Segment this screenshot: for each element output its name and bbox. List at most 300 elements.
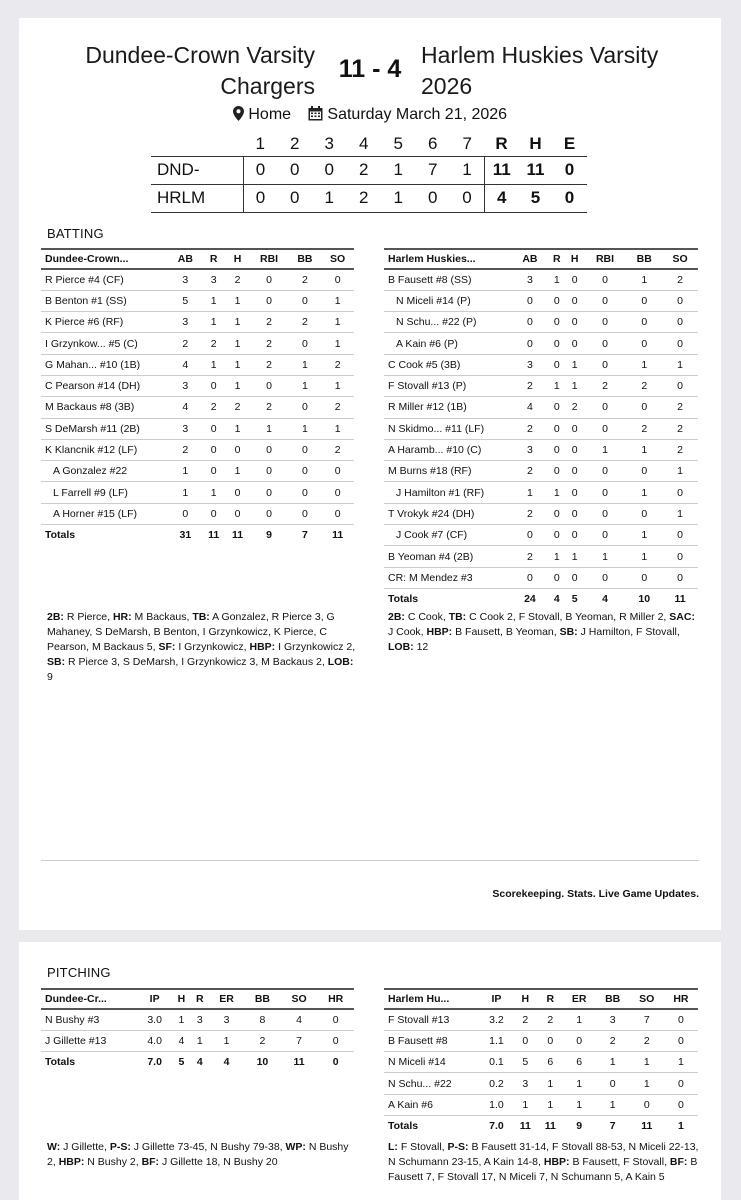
- note-label: HBP:: [58, 1156, 85, 1168]
- total-stat: 7: [609, 1120, 616, 1133]
- player-stat: 1: [584, 546, 627, 567]
- player-stat: 0: [664, 1030, 698, 1051]
- player-stat: 1: [191, 1030, 209, 1051]
- player-row: [384, 397, 698, 418]
- total-stat: 4: [223, 1056, 230, 1069]
- note-label: SB:: [559, 626, 578, 638]
- note-label: TB:: [192, 611, 210, 623]
- player-stat: 1: [626, 525, 662, 546]
- player-row: [384, 269, 698, 290]
- player-stat: 0: [664, 1094, 698, 1115]
- player-name: C Cook #5 (3B): [384, 354, 512, 375]
- player-stat: 2: [626, 418, 662, 439]
- player-stat: 1: [548, 269, 566, 290]
- player-row: [41, 312, 354, 333]
- total-stat: 11: [641, 1120, 653, 1133]
- player-stat: 1: [630, 1052, 664, 1073]
- player-stat: 2: [662, 397, 698, 418]
- player-stat: 3: [512, 439, 548, 460]
- date-label: Saturday March 21, 2026: [327, 106, 508, 123]
- player-name: N Skidmo... #11 (LF): [384, 418, 512, 439]
- player-stat: 0: [513, 1030, 538, 1051]
- home-team-name: Dundee-Crown Varsity Chargers: [85, 42, 315, 99]
- note-label: 2B:: [388, 611, 405, 623]
- player-name: S DeMarsh #11 (2B): [41, 418, 169, 439]
- player-stat: 0: [289, 439, 322, 460]
- player-stat: 2: [512, 461, 548, 482]
- player-stat: 2: [250, 354, 289, 375]
- player-stat: 1: [548, 482, 566, 503]
- note-text: 9: [47, 671, 53, 683]
- player-name: L Farrell #9 (LF): [41, 482, 169, 503]
- player-row: [384, 1094, 698, 1115]
- player-name: J Cook #7 (CF): [384, 525, 512, 546]
- inning-runs: 2: [347, 156, 382, 184]
- player-stat: 0: [566, 482, 584, 503]
- player-stat: 0: [548, 567, 566, 588]
- total-e: 0: [553, 184, 587, 212]
- player-stat: 0: [250, 461, 289, 482]
- player-stat: 3: [513, 1073, 538, 1094]
- player-stat: 0: [566, 503, 584, 524]
- player-stat: 0: [289, 290, 322, 311]
- player-stat: 1: [202, 354, 226, 375]
- player-stat: 2: [321, 439, 354, 460]
- player-stat: 0: [548, 312, 566, 333]
- player-stat: 2: [226, 397, 250, 418]
- inning-header: 1: [255, 133, 265, 153]
- player-stat: 0: [250, 482, 289, 503]
- player-row: [41, 354, 354, 375]
- player-stat: 1: [226, 290, 250, 311]
- player-stat: 1: [596, 1052, 630, 1073]
- player-row: [384, 1030, 698, 1051]
- player-stat: 2: [289, 312, 322, 333]
- player-stat: 3.0: [137, 1009, 172, 1030]
- player-stat: 1: [538, 1094, 563, 1115]
- tagline: Scorekeeping. Stats. Live Game Updates.: [492, 888, 699, 900]
- player-stat: 4: [169, 354, 202, 375]
- note-text: J Hamilton, F Stovall,: [577, 626, 680, 638]
- player-stat: 0: [584, 333, 627, 354]
- player-stat: 0: [202, 503, 226, 524]
- player-stat: 3: [596, 1009, 630, 1030]
- note-text: N Bushy 2,: [84, 1156, 142, 1168]
- stat-column-header: HR: [317, 989, 354, 1009]
- player-stat: 1: [626, 269, 662, 290]
- player-stat: 0: [630, 1094, 664, 1115]
- player-row: [41, 461, 354, 482]
- player-stat: 0: [662, 290, 698, 311]
- stat-column-header: RBI: [584, 249, 627, 269]
- team-column-header: Dundee-Cr...: [41, 989, 137, 1009]
- player-stat: 0: [566, 312, 584, 333]
- player-stat: 2: [202, 333, 226, 354]
- stat-column-header: SO: [630, 989, 664, 1009]
- totals-label: Totals: [388, 593, 419, 606]
- player-stat: 0: [321, 503, 354, 524]
- player-name: N Miceli #14 (P): [384, 290, 512, 311]
- player-stat: 1: [226, 354, 250, 375]
- player-stat: 4: [172, 1030, 190, 1051]
- note-text: I Grzynkowicz,: [175, 641, 250, 653]
- note-label: W:: [47, 1141, 61, 1153]
- player-stat: 2: [512, 503, 548, 524]
- inning-runs: 0: [278, 184, 313, 212]
- player-stat: 0: [289, 503, 322, 524]
- player-stat: 1: [250, 418, 289, 439]
- total-stat: 7.0: [489, 1120, 504, 1133]
- player-name: N Bushy #3: [41, 1009, 137, 1030]
- player-stat: 2: [226, 269, 250, 290]
- batting-section-title: BATTING: [47, 226, 104, 241]
- player-stat: 0: [512, 567, 548, 588]
- note-label: TB:: [448, 611, 467, 623]
- note-label: SF:: [158, 641, 176, 653]
- pitching-section-title: PITCHING: [47, 965, 111, 980]
- stat-column-header: BB: [626, 249, 662, 269]
- player-stat: 0: [664, 1009, 698, 1030]
- player-stat: 0: [662, 333, 698, 354]
- player-stat: 2: [202, 397, 226, 418]
- player-stat: 0: [321, 461, 354, 482]
- player-stat: 1: [289, 418, 322, 439]
- player-stat: 5: [169, 290, 202, 311]
- player-stat: 1: [626, 354, 662, 375]
- player-stat: 1: [662, 461, 698, 482]
- totals-label: Totals: [45, 529, 76, 542]
- total-stat: 5: [178, 1056, 185, 1069]
- player-stat: 0: [662, 375, 698, 396]
- away-pitching-notes: [388, 1140, 703, 1185]
- player-stat: 0: [626, 397, 662, 418]
- player-row: [41, 290, 354, 311]
- player-stat: 1: [321, 312, 354, 333]
- player-stat: 2: [244, 1030, 281, 1051]
- player-stat: 3: [169, 418, 202, 439]
- note-text: I Grzynkowicz 2,: [275, 641, 356, 653]
- player-row: [41, 418, 354, 439]
- player-name: F Stovall #13: [384, 1009, 480, 1030]
- total-stat: 10: [638, 593, 651, 606]
- stat-column-header: IP: [480, 989, 513, 1009]
- note-text: F Stovall,: [397, 1141, 448, 1153]
- player-stat: 1: [566, 375, 584, 396]
- player-stat: 0: [250, 375, 289, 396]
- note-text: J Cook,: [388, 626, 427, 638]
- line-score-team: DND-: [151, 156, 243, 184]
- player-stat: 0: [202, 461, 226, 482]
- player-stat: 2: [512, 418, 548, 439]
- player-stat: 2: [626, 375, 662, 396]
- stat-column-header: SO: [662, 249, 698, 269]
- player-stat: 1: [662, 354, 698, 375]
- note-text: J Gillette 73-45, N Bushy 79-38,: [130, 1141, 286, 1153]
- rhe-header: R: [495, 133, 508, 153]
- player-row: [41, 333, 354, 354]
- player-stat: 0: [548, 354, 566, 375]
- player-row: [384, 1009, 698, 1030]
- player-stat: 0: [566, 290, 584, 311]
- player-name: A Horner #15 (LF): [41, 503, 169, 524]
- totals-label: Totals: [388, 1120, 419, 1133]
- total-stat: 11: [519, 1120, 531, 1133]
- note-text: A Gonzalez, R Pierce 3, G Mahaney, S DeMarsh, B Benton, I Grzynkowicz, K Pierce, C Pearson, M Backaus 5,: [47, 611, 335, 653]
- inning-runs: 0: [243, 156, 278, 184]
- note-label: HBP:: [543, 1156, 570, 1168]
- player-row: [41, 1009, 354, 1030]
- player-stat: 0: [548, 333, 566, 354]
- player-stat: 0: [566, 269, 584, 290]
- total-stat: 1: [677, 1120, 684, 1133]
- away-batting-box: [384, 248, 698, 610]
- player-stat: 0.2: [480, 1073, 513, 1094]
- player-stat: 0: [584, 269, 627, 290]
- player-name: N Schu... #22: [384, 1073, 480, 1094]
- note-label: P-S:: [109, 1141, 131, 1153]
- total-stat: 11: [674, 593, 686, 606]
- player-row: [384, 1073, 698, 1094]
- inning-runs: 0: [243, 184, 278, 212]
- player-stat: 2: [662, 439, 698, 460]
- player-stat: 0: [566, 461, 584, 482]
- player-stat: 1: [513, 1094, 538, 1115]
- player-stat: 3.2: [480, 1009, 513, 1030]
- note-label: WP:: [285, 1141, 306, 1153]
- away-pitching-box: [384, 988, 698, 1137]
- player-stat: 0: [226, 482, 250, 503]
- player-row: [384, 333, 698, 354]
- player-name: B Fausett #8: [384, 1030, 480, 1051]
- player-stat: 0: [321, 269, 354, 290]
- total-stat: 9: [576, 1120, 583, 1133]
- stat-column-header: H: [566, 249, 584, 269]
- inning-header: 6: [428, 133, 438, 153]
- player-stat: 1: [566, 546, 584, 567]
- inning-header: 4: [359, 133, 369, 153]
- player-stat: 0: [584, 482, 627, 503]
- player-stat: 0: [250, 290, 289, 311]
- player-row: [41, 375, 354, 396]
- player-stat: 2: [662, 418, 698, 439]
- player-stat: 0: [548, 290, 566, 311]
- player-name: C Pearson #14 (DH): [41, 375, 169, 396]
- player-stat: 0: [250, 503, 289, 524]
- player-stat: 0: [289, 461, 322, 482]
- player-stat: 0: [548, 525, 566, 546]
- player-stat: 0: [626, 461, 662, 482]
- inning-runs: 7: [416, 156, 451, 184]
- player-row: [384, 567, 698, 588]
- player-stat: 2: [513, 1009, 538, 1030]
- player-name: M Burns #18 (RF): [384, 461, 512, 482]
- note-text: J Gillette,: [60, 1141, 110, 1153]
- game-card: [19, 18, 721, 930]
- inning-runs: 1: [381, 184, 416, 212]
- team-column-header: Dundee-Crown...: [41, 249, 169, 269]
- player-stat: 0: [548, 439, 566, 460]
- home-batting-box: [41, 248, 354, 546]
- inning-runs: 0: [278, 156, 313, 184]
- line-score-table: [151, 132, 587, 213]
- stat-column-header: AB: [169, 249, 202, 269]
- stat-column-header: ER: [209, 989, 244, 1009]
- player-stat: 0: [317, 1030, 354, 1051]
- player-stat: 2: [289, 269, 322, 290]
- player-name: A Gonzalez #22: [41, 461, 169, 482]
- note-text: C Cook,: [404, 611, 449, 623]
- player-stat: 1: [566, 354, 584, 375]
- player-stat: 2: [250, 397, 289, 418]
- player-name: CR: M Mendez #3: [384, 567, 512, 588]
- stat-column-header: RBI: [250, 249, 289, 269]
- player-stat: 1: [226, 461, 250, 482]
- total-stat: 11: [544, 1120, 556, 1133]
- player-stat: 0: [548, 418, 566, 439]
- note-text: M Backaus,: [131, 611, 193, 623]
- player-stat: 1: [169, 461, 202, 482]
- note-text: B Fausett 7, F Stovall 17, N Miceli 7, N Schumann 5, A Kain 5: [388, 1156, 698, 1183]
- player-stat: 0: [566, 333, 584, 354]
- total-stat: 4: [553, 593, 560, 606]
- player-stat: 2: [169, 333, 202, 354]
- note-text: C Cook 2, F Stovall, B Yeoman, R Miller 2,: [466, 611, 670, 623]
- player-stat: 0: [626, 503, 662, 524]
- player-stat: 0: [512, 333, 548, 354]
- stat-column-header: ER: [563, 989, 596, 1009]
- player-stat: 2: [250, 312, 289, 333]
- player-row: [384, 525, 698, 546]
- player-stat: 1: [548, 546, 566, 567]
- player-stat: 8: [244, 1009, 281, 1030]
- note-text: N Bushy 2,: [47, 1141, 349, 1168]
- player-stat: 0: [626, 312, 662, 333]
- team-column-header: Harlem Huskies...: [384, 249, 512, 269]
- player-stat: 1: [626, 482, 662, 503]
- player-row: [384, 375, 698, 396]
- totals-row: [384, 1115, 698, 1136]
- player-row: [41, 269, 354, 290]
- rhe-header: E: [563, 133, 576, 153]
- pitching-card: [19, 942, 721, 1200]
- player-stat: 0: [584, 525, 627, 546]
- player-stat: 2: [250, 333, 289, 354]
- inning-runs: 0: [450, 184, 485, 212]
- stat-column-header: R: [191, 989, 209, 1009]
- player-stat: 3: [512, 354, 548, 375]
- player-stat: 0: [289, 333, 322, 354]
- player-stat: 3: [209, 1009, 244, 1030]
- player-stat: 0: [512, 525, 548, 546]
- player-stat: 1: [209, 1030, 244, 1051]
- totals-row: [41, 1052, 354, 1073]
- player-stat: 0: [662, 312, 698, 333]
- player-stat: 1: [321, 418, 354, 439]
- total-stat: 24: [524, 593, 536, 606]
- player-stat: 0: [584, 418, 627, 439]
- player-stat: 0: [584, 290, 627, 311]
- player-stat: 0: [250, 439, 289, 460]
- player-stat: 0: [202, 375, 226, 396]
- player-stat: 0: [226, 503, 250, 524]
- player-name: J Gillette #13: [41, 1030, 137, 1051]
- player-stat: 1: [538, 1073, 563, 1094]
- player-stat: 1: [202, 290, 226, 311]
- player-row: [384, 461, 698, 482]
- player-stat: 3: [191, 1009, 209, 1030]
- player-stat: 0: [584, 567, 627, 588]
- stat-column-header: R: [548, 249, 566, 269]
- note-label: BF:: [669, 1156, 688, 1168]
- total-stat: 9: [266, 529, 272, 542]
- player-row: [384, 482, 698, 503]
- player-name: N Schu... #22 (P): [384, 312, 512, 333]
- stat-column-header: HR: [664, 989, 698, 1009]
- player-name: K Pierce #6 (RF): [41, 312, 169, 333]
- stat-column-header: R: [202, 249, 226, 269]
- player-stat: 1: [321, 333, 354, 354]
- line-score-row: [151, 184, 587, 212]
- note-label: SB:: [47, 656, 66, 668]
- player-name: R Miller #12 (1B): [384, 397, 512, 418]
- player-stat: 1: [226, 333, 250, 354]
- note-text: J Gillette 18, N Bushy 20: [159, 1156, 278, 1168]
- player-stat: 2: [512, 375, 548, 396]
- total-stat: 7: [301, 529, 308, 542]
- line-score-row: [151, 156, 587, 184]
- player-row: [41, 482, 354, 503]
- note-text: B Fausett, B Yeoman,: [452, 626, 560, 638]
- note-label: HR:: [112, 611, 132, 623]
- total-stat: 0: [332, 1056, 339, 1069]
- player-stat: 1: [321, 290, 354, 311]
- note-text: B Fausett, F Stovall,: [569, 1156, 670, 1168]
- inning-runs: 0: [312, 156, 347, 184]
- player-stat: 2: [321, 354, 354, 375]
- player-stat: 3: [202, 269, 226, 290]
- player-stat: 5: [513, 1052, 538, 1073]
- player-stat: 2: [662, 269, 698, 290]
- player-stat: 1: [563, 1094, 596, 1115]
- player-stat: 0: [226, 439, 250, 460]
- player-stat: 1: [630, 1073, 664, 1094]
- player-name: B Yeoman #4 (2B): [384, 546, 512, 567]
- player-stat: 0: [250, 269, 289, 290]
- note-text: R Pierce 3, S DeMarsh, I Grzynkowicz 3, M Backaus 2,: [65, 656, 328, 668]
- inning-header: 2: [290, 133, 300, 153]
- stat-column-header: BB: [289, 249, 322, 269]
- total-e: 0: [553, 156, 587, 184]
- total-stat: 11: [332, 529, 344, 542]
- note-label: HBP:: [426, 626, 453, 638]
- home-batting-notes: [47, 610, 357, 685]
- player-stat: 0: [512, 290, 548, 311]
- player-stat: 1: [226, 375, 250, 396]
- total-stat: 5: [571, 593, 578, 606]
- inning-runs: 1: [450, 156, 485, 184]
- inning-runs: 1: [312, 184, 347, 212]
- player-stat: 6: [563, 1052, 596, 1073]
- inning-runs: 2: [347, 184, 382, 212]
- player-stat: 1: [512, 482, 548, 503]
- player-stat: 7: [630, 1009, 664, 1030]
- stat-column-header: H: [226, 249, 250, 269]
- player-stat: 0: [321, 482, 354, 503]
- player-row: [41, 503, 354, 524]
- note-label: LOB:: [327, 656, 354, 668]
- player-stat: 7: [281, 1030, 318, 1051]
- total-stat: 4: [196, 1056, 203, 1069]
